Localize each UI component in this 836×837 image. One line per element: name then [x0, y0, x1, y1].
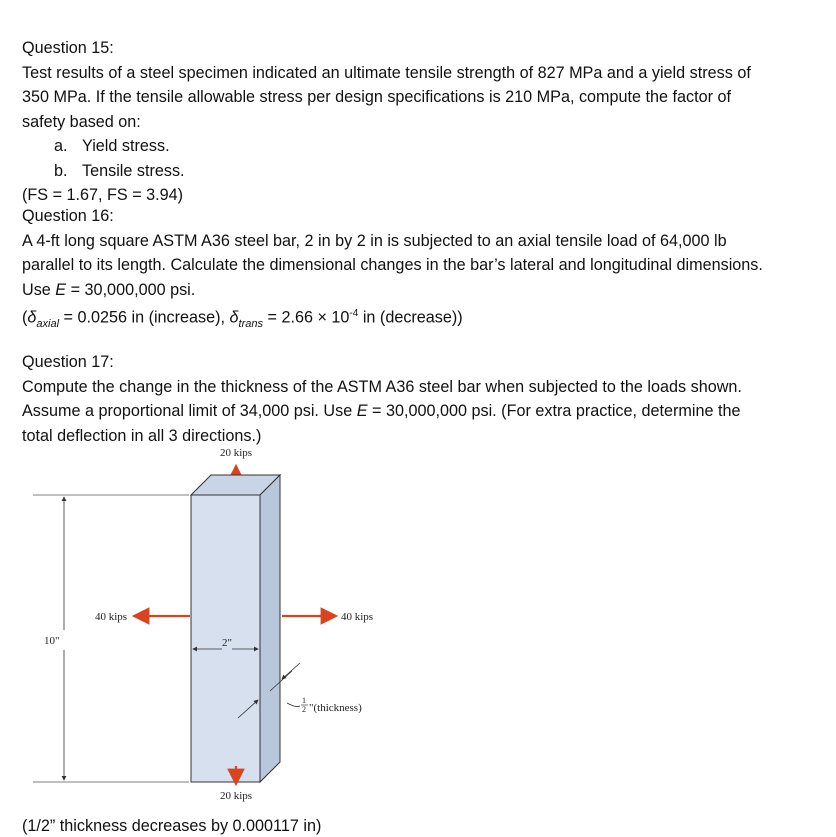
bottom-load-label: 20 kips: [219, 790, 253, 802]
q16-answer: ($\delta_{axial} = 0.0256$ in (increase), $\delta_{trans} = 2.66 \times 10^{-4}$ in (decrease)): [22, 308, 463, 330]
right-load-label: 40 kips: [341, 611, 374, 623]
thickness-dim-upper: [282, 663, 300, 679]
q16-line2: parallel to its length. Calculate the dimensional changes in the bar’s lateral and longitudinal dimensions.: [22, 256, 763, 274]
thickness-leader: [287, 703, 300, 707]
q16-line3: Use E = 30,000,000 psi.: [22, 280, 196, 299]
height-dim-label: 10": [44, 635, 60, 647]
question-16: [22, 204, 822, 336]
q17-line1: Compute the change in the thickness of the ASTM A36 steel bar when subjected to the loads shown.: [22, 377, 742, 396]
left-load-label: 40 kips: [95, 611, 128, 623]
question-17: [22, 350, 822, 448]
q15-line1: Test results of a steel specimen indicated an ultimate tensile strength of 827 MPa and a yield stress of: [22, 63, 751, 82]
thickness-fraction-den: 2: [302, 705, 306, 714]
q17-line2: Assume a proportional limit of 34,000 psi. Use E = 30,000,000 psi. (For extra practice, determine the: [22, 402, 741, 420]
thickness-label: "(thickness): [309, 702, 362, 714]
q15-answer: (FS = 1.67, FS = 3.94): [22, 186, 184, 204]
q15-title: Question 15:: [22, 39, 114, 57]
thickness-fraction-num: 1: [302, 696, 306, 705]
q16-line1: A 4-ft long square ASTM A36 steel bar, 2 in by 2 in is subjected to an axial tensile load of 64,000 lb: [22, 231, 727, 250]
question-15: [22, 36, 822, 208]
q17-line3: total deflection in all 3 directions.): [22, 426, 262, 445]
bar-side-face: [260, 475, 280, 782]
q15-item-b: b. Tensile stress.: [54, 161, 185, 180]
q16-title: Question 16:: [22, 207, 114, 225]
q15-line2: 350 MPa. If the tensile allowable stress per design specifications is 210 MPa, compute the factor of: [22, 88, 732, 106]
width-dim-label: 2": [222, 637, 232, 649]
top-load-label: 20 kips: [219, 447, 253, 459]
q17-title: Question 17:: [22, 353, 114, 371]
q15-line3: safety based on:: [22, 112, 141, 131]
q17-answer: (1/2” thickness decreases by 0.000117 in): [22, 817, 322, 835]
q15-item-a: a. Yield stress.: [54, 137, 170, 155]
steel-bar-figure: [0, 440, 836, 820]
